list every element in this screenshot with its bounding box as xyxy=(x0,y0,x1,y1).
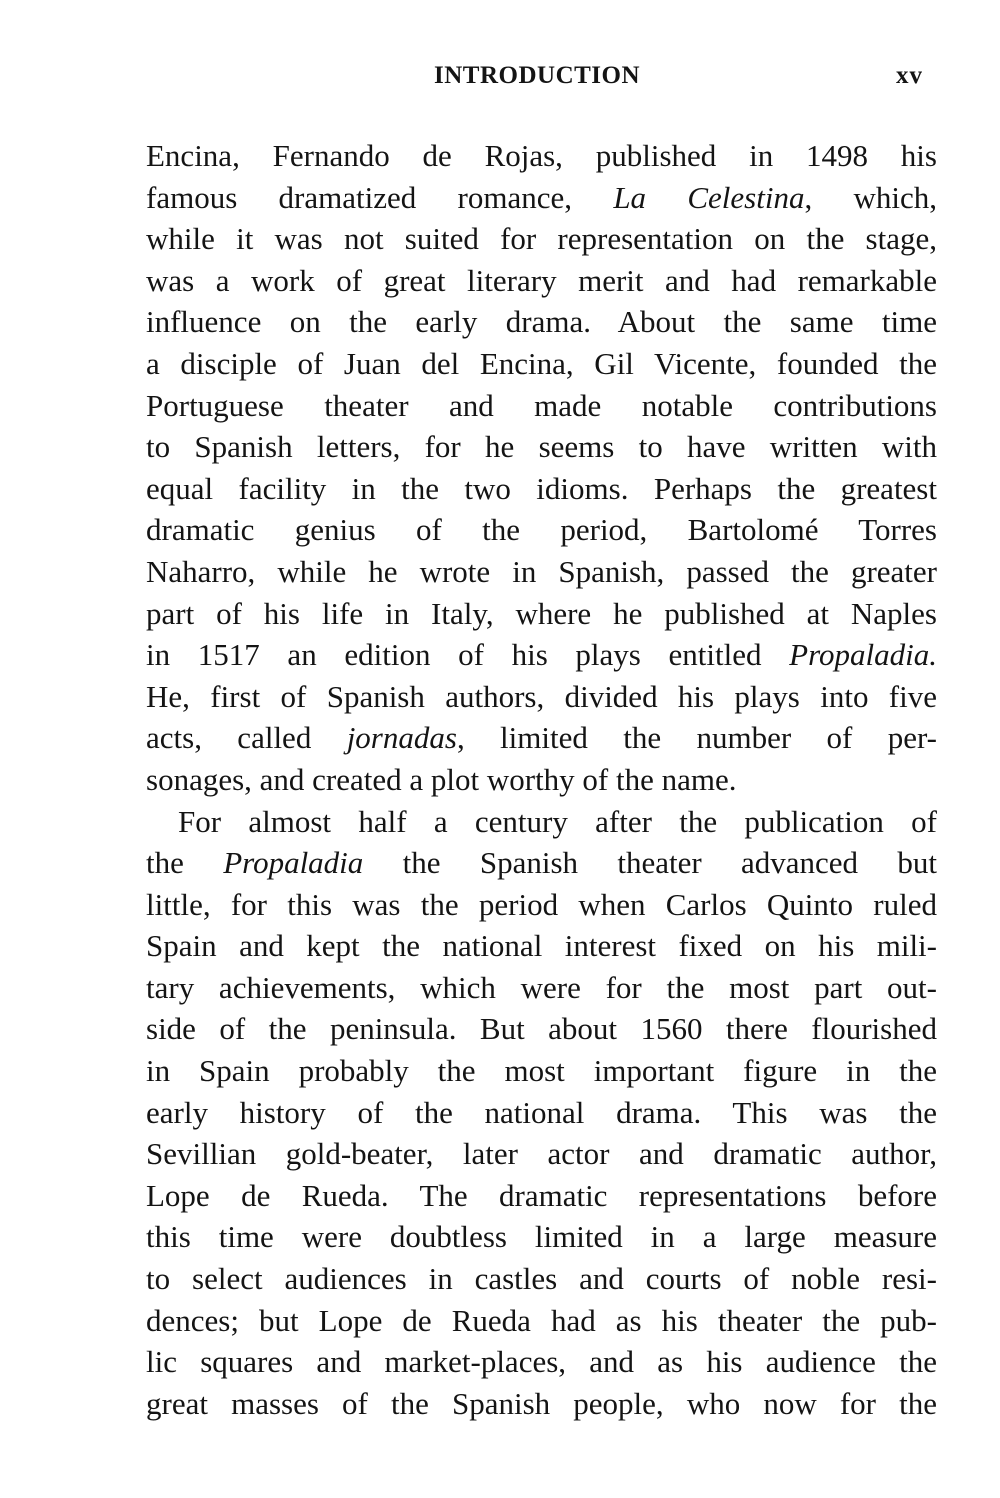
text-line: a disciple of Juan del Encina, Gil Vicente, founded the xyxy=(146,345,937,381)
text-line: acts, called jornadas, limited the number of per- xyxy=(146,720,938,756)
body-text xyxy=(146,135,937,1424)
italic-title: La Celestina xyxy=(613,179,805,215)
italic-title: Propaladia. xyxy=(789,637,937,673)
text-line: the Propaladia the Spanish theater advanced but xyxy=(146,845,938,881)
text-line: part of his life in Italy, where he published at Naples xyxy=(146,595,937,631)
text-line: in Spain probably the most important figure in the xyxy=(146,1053,937,1089)
text-line: Sevillian gold-beater, later actor and dramatic author, xyxy=(146,1136,937,1172)
italic-title: Propaladia xyxy=(223,845,364,881)
text-line: to select audiences in castles and courts of noble resi- xyxy=(146,1261,937,1297)
text-line: For almost half a century after the publication of xyxy=(178,803,937,839)
text-line: little, for this was the period when Carlos Quinto ruled xyxy=(146,886,937,922)
text-line: early history of the national drama. This was the xyxy=(146,1094,937,1130)
text-line: while it was not suited for representation on the stage, xyxy=(146,221,937,257)
text-line: He, first of Spanish authors, divided his plays into five xyxy=(146,678,937,714)
paragraph xyxy=(146,801,937,1425)
text-line: Naharro, while he wrote in Spanish, passed the greater xyxy=(146,553,937,589)
text-line: this time were doubtless limited in a large measure xyxy=(146,1219,937,1255)
text-line: side of the peninsula. But about 1560 there flourished xyxy=(146,1011,937,1047)
paragraph xyxy=(146,135,937,801)
text-line: dences; but Lope de Rueda had as his theater the pub- xyxy=(146,1302,937,1338)
text-line: was a work of great literary merit and had remarkable xyxy=(146,262,937,298)
text-line: Portuguese theater and made notable contributions xyxy=(146,387,937,423)
text-line: to Spanish letters, for he seems to have written with xyxy=(146,429,937,465)
text-line: famous dramatized romance, La Celestina, which, xyxy=(146,179,938,215)
text-line: Spain and kept the national interest fixed on his mili- xyxy=(146,928,937,964)
text-line: lic squares and market-places, and as his audience the xyxy=(146,1344,937,1380)
running-title: INTRODUCTION xyxy=(434,62,641,89)
text-line: Encina, Fernando de Rojas, published in 1498 his xyxy=(146,138,937,173)
text-line: dramatic genius of the period, Bartolomé Torres xyxy=(146,512,937,548)
running-head xyxy=(0,62,1000,102)
page-number: xv xyxy=(896,62,923,89)
text-line: in 1517 an edition of his plays entitled Propaladia. xyxy=(146,637,937,673)
text-line: tary achievements, which were for the most part out- xyxy=(146,969,937,1005)
text-line: great masses of the Spanish people, who now for the xyxy=(146,1385,937,1421)
italic-title: jornadas xyxy=(346,720,457,756)
text-line: sonages, and created a plot worthy of the name. xyxy=(146,761,737,797)
text-line: Lope de Rueda. The dramatic representations before xyxy=(146,1177,937,1213)
text-line: equal facility in the two idioms. Perhaps the greatest xyxy=(146,470,937,506)
text-line: influence on the early drama. About the same time xyxy=(146,304,937,340)
